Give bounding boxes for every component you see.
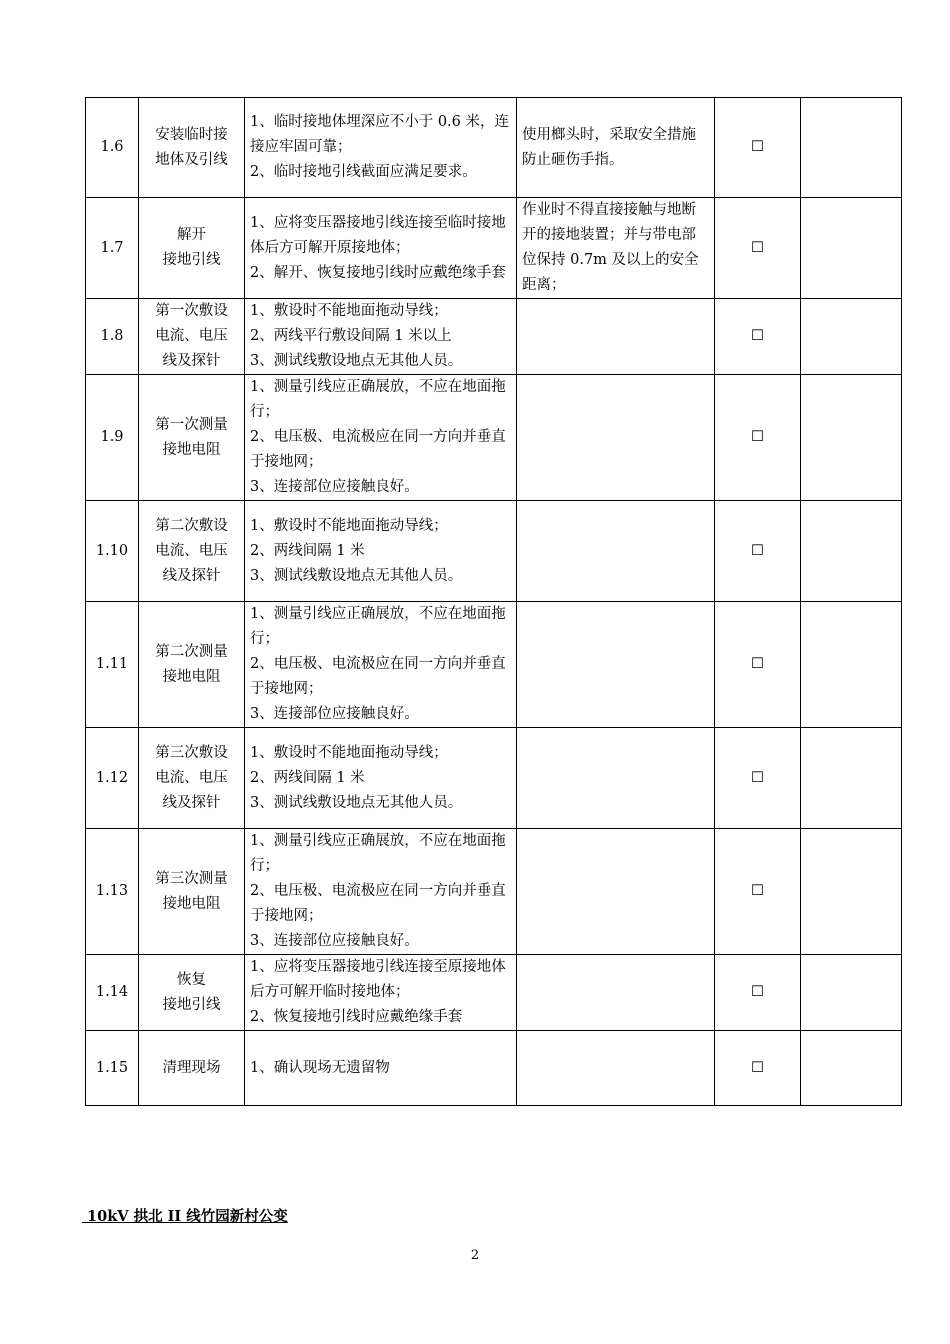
table-row (86, 1031, 902, 1106)
check-box[interactable]: ☐ (715, 501, 801, 602)
step-requirements: 1、应将变压器接地引线连接至原接地体后方可解开临时接地体； 2、恢复接地引线时应戴绝缘手套 (245, 955, 517, 1031)
step-name (139, 728, 245, 829)
step-name (139, 299, 245, 375)
check-box[interactable]: ☐ (715, 375, 801, 501)
step-name-text: 清理现场 (162, 1059, 221, 1076)
step-name-text: 第一次测量 接地电阻 (155, 416, 228, 458)
step-name (139, 98, 245, 198)
table-row (86, 501, 902, 602)
remark-cell (801, 602, 902, 728)
step-requirements: 1、测量引线应正确展放，不应在地面拖行； 2、电压极、电流极应在同一方向并垂直于接地网； 3、连接部位应接触良好。 (245, 375, 517, 501)
step-name-text: 恢复 接地引线 (162, 971, 221, 1013)
step-requirements: 1、敷设时不能地面拖动导线； 2、两线平行敷设间隔 1 米以上 3、测试线敷设地点无其他人员。 (245, 299, 517, 375)
work-steps-table (85, 97, 902, 1106)
step-requirements: 1、敷设时不能地面拖动导线； 2、两线间隔 1 米 3、测试线敷设地点无其他人员。 (245, 728, 517, 829)
table-body (86, 98, 902, 1106)
document-footer-title: 10kV 拱北 II 线竹园新村公变 (82, 1208, 288, 1225)
step-name (139, 501, 245, 602)
remark-cell (801, 375, 902, 501)
risk-control (517, 299, 715, 375)
table-row (86, 829, 902, 955)
step-requirements: 1、应将变压器接地引线连接至临时接地体后方可解开原接地体； 2、解开、恢复接地引线时应戴绝缘手套 (245, 198, 517, 299)
remark-cell (801, 1031, 902, 1106)
risk-control (517, 501, 715, 602)
risk-control (517, 728, 715, 829)
step-name-text: 第三次测量 接地电阻 (155, 870, 228, 912)
step-requirements: 1、敷设时不能地面拖动导线； 2、两线间隔 1 米 3、测试线敷设地点无其他人员。 (245, 501, 517, 602)
risk-control (517, 829, 715, 955)
risk-control: 使用榔头时，采取安全措施防止砸伤手指。 (517, 98, 715, 198)
step-number: 1.10 (86, 501, 139, 602)
check-box[interactable]: ☐ (715, 299, 801, 375)
remark-cell (801, 829, 902, 955)
remark-cell (801, 501, 902, 602)
step-number: 1.6 (86, 98, 139, 198)
step-number: 1.8 (86, 299, 139, 375)
step-name (139, 829, 245, 955)
step-requirements: 1、测量引线应正确展放，不应在地面拖行； 2、电压极、电流极应在同一方向并垂直于接地网； 3、连接部位应接触良好。 (245, 829, 517, 955)
table-row (86, 602, 902, 728)
step-requirements: 1、测量引线应正确展放，不应在地面拖行； 2、电压极、电流极应在同一方向并垂直于接地网； 3、连接部位应接触良好。 (245, 602, 517, 728)
step-number: 1.14 (86, 955, 139, 1031)
step-name-text: 第二次测量 接地电阻 (155, 643, 228, 685)
table-row (86, 728, 902, 829)
step-name-text: 第二次敷设 电流、电压 线及探针 (155, 517, 228, 584)
risk-control (517, 1031, 715, 1106)
remark-cell (801, 299, 902, 375)
step-requirements: 1、临时接地体埋深应不小于 0.6 米，连接应牢固可靠； 2、临时接地引线截面应满足要求。 (245, 98, 517, 198)
step-number: 1.12 (86, 728, 139, 829)
page-number: 2 (470, 1248, 480, 1263)
risk-control (517, 955, 715, 1031)
table-row (86, 198, 902, 299)
remark-cell (801, 955, 902, 1031)
step-number: 1.7 (86, 198, 139, 299)
table-row (86, 299, 902, 375)
check-box[interactable]: ☐ (715, 829, 801, 955)
step-name (139, 602, 245, 728)
table-row (86, 955, 902, 1031)
remark-cell (801, 728, 902, 829)
check-box[interactable]: ☐ (715, 955, 801, 1031)
step-name (139, 198, 245, 299)
check-box[interactable]: ☐ (715, 728, 801, 829)
step-name (139, 1031, 245, 1106)
step-number: 1.15 (86, 1031, 139, 1106)
risk-control (517, 602, 715, 728)
step-name (139, 375, 245, 501)
check-box[interactable]: ☐ (715, 602, 801, 728)
check-box[interactable]: ☐ (715, 98, 801, 198)
step-requirements: 1、确认现场无遗留物 (245, 1031, 517, 1106)
check-box[interactable]: ☐ (715, 198, 801, 299)
remark-cell (801, 198, 902, 299)
table-row (86, 98, 902, 198)
step-name-text: 第一次敷设 电流、电压 线及探针 (155, 303, 228, 369)
risk-control (517, 375, 715, 501)
risk-control: 作业时不得直接接触与地断开的接地装置；并与带电部位保持 0.7m 及以上的安全距离； (517, 198, 715, 299)
remark-cell (801, 98, 902, 198)
step-name-text: 解开 接地引线 (162, 227, 221, 268)
step-number: 1.9 (86, 375, 139, 501)
table-row (86, 375, 902, 501)
step-number: 1.13 (86, 829, 139, 955)
check-box[interactable]: ☐ (715, 1031, 801, 1106)
step-name-text: 安装临时接 地体及引线 (155, 126, 228, 168)
step-number: 1.11 (86, 602, 139, 728)
step-name-text: 第三次敷设 电流、电压 线及探针 (155, 744, 228, 811)
step-name (139, 955, 245, 1031)
